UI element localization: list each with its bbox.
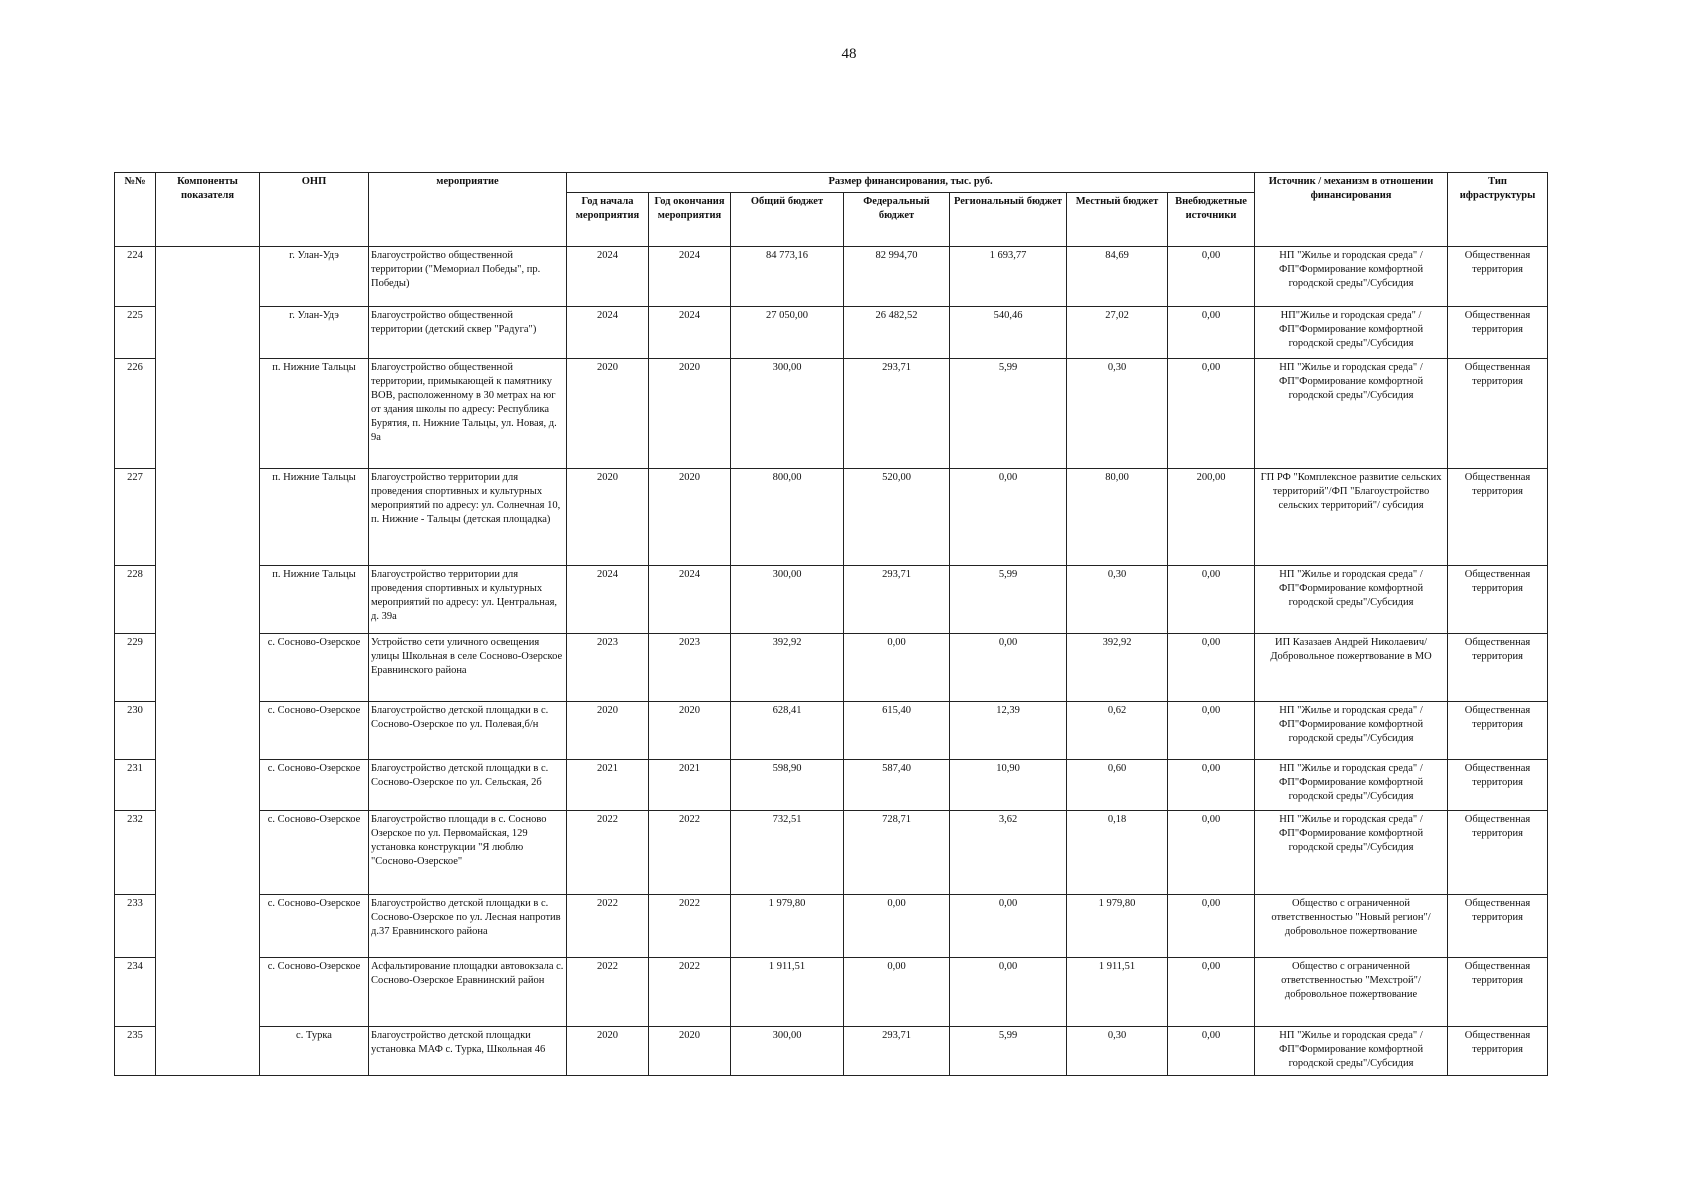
row-number: 224 [115,247,156,307]
row-extra-sources: 0,00 [1168,895,1255,958]
row-infrastructure-type: Общественная территория [1448,958,1548,1027]
table-row [115,307,1548,359]
row-onp: с. Турка [260,1027,369,1076]
row-regional-budget: 0,00 [950,634,1067,702]
table-row [115,895,1548,958]
row-number: 233 [115,895,156,958]
table-row [115,469,1548,566]
row-event: Благоустройство территории для проведения спортивных и культурных мероприятий по адресу: ул. Центральная, д. 39а [369,566,567,634]
row-regional-budget: 1 693,77 [950,247,1067,307]
row-regional-budget: 0,00 [950,469,1067,566]
row-onp: с. Сосново-Озерское [260,811,369,895]
row-local-budget: 0,30 [1067,1027,1168,1076]
row-extra-sources: 0,00 [1168,634,1255,702]
table-row [115,634,1548,702]
row-year-start: 2020 [567,469,649,566]
row-year-start: 2022 [567,895,649,958]
row-year-end: 2024 [649,247,731,307]
table-row [115,760,1548,811]
row-components [156,1027,260,1076]
row-extra-sources: 0,00 [1168,1027,1255,1076]
table-row [115,566,1548,634]
row-event: Благоустройство общественной территории ("Мемориал Победы", пр. Победы) [369,247,567,307]
table-row [115,811,1548,895]
row-year-start: 2022 [567,958,649,1027]
row-number: 229 [115,634,156,702]
row-year-end: 2021 [649,760,731,811]
row-regional-budget: 0,00 [950,958,1067,1027]
table-row [115,247,1548,307]
row-federal-budget: 0,00 [844,634,950,702]
header-source: Источник / механизм в отношении финансирования [1255,173,1448,247]
row-year-start: 2020 [567,359,649,469]
header-onp: ОНП [260,173,369,247]
row-regional-budget: 12,39 [950,702,1067,760]
row-components [156,760,260,811]
row-year-start: 2024 [567,247,649,307]
row-infrastructure-type: Общественная территория [1448,634,1548,702]
row-number: 228 [115,566,156,634]
row-event: Устройство сети уличного освещения улицы Школьная в селе Сосново-Озерское Еравнинского района [369,634,567,702]
row-event: Благоустройство территории для проведения спортивных и культурных мероприятий по адресу: ул. Солнечная 10, п. Нижние - Тальцы (детская площадка) [369,469,567,566]
row-extra-sources: 0,00 [1168,566,1255,634]
row-event: Благоустройство общественной территории (детский сквер "Радуга") [369,307,567,359]
row-local-budget: 80,00 [1067,469,1168,566]
row-total-budget: 732,51 [731,811,844,895]
row-regional-budget: 540,46 [950,307,1067,359]
header-event: мероприятие [369,173,567,247]
row-infrastructure-type: Общественная территория [1448,811,1548,895]
row-total-budget: 628,41 [731,702,844,760]
row-components [156,359,260,469]
row-local-budget: 27,02 [1067,307,1168,359]
row-year-start: 2020 [567,702,649,760]
row-total-budget: 300,00 [731,566,844,634]
row-infrastructure-type: Общественная территория [1448,247,1548,307]
row-local-budget: 0,18 [1067,811,1168,895]
header-year-end: Год окончания мероприятия [649,193,731,247]
row-extra-sources: 0,00 [1168,811,1255,895]
row-components [156,702,260,760]
row-local-budget: 0,60 [1067,760,1168,811]
row-number: 227 [115,469,156,566]
row-onp: п. Нижние Тальцы [260,359,369,469]
row-infrastructure-type: Общественная территория [1448,566,1548,634]
row-total-budget: 1 979,80 [731,895,844,958]
row-event: Асфальтирование площадки автовокзала с. Сосново-Озерское Еравнинский район [369,958,567,1027]
row-number: 234 [115,958,156,1027]
row-local-budget: 0,30 [1067,359,1168,469]
table-row [115,958,1548,1027]
row-total-budget: 392,92 [731,634,844,702]
row-event: Благоустройство площади в с. Сосново Озерское по ул. Первомайская, 129 установка конструкции "Я люблю "Сосново-Озерское" [369,811,567,895]
row-regional-budget: 3,62 [950,811,1067,895]
row-components [156,634,260,702]
header-federal: Федеральный бюджет [844,193,950,247]
table-header [115,173,1548,247]
row-year-end: 2022 [649,895,731,958]
row-components [156,958,260,1027]
row-event: Благоустройство детской площадки в с. Сосново-Озерское по ул. Сельская, 2б [369,760,567,811]
row-extra-sources: 0,00 [1168,307,1255,359]
row-onp: с. Сосново-Озерское [260,895,369,958]
header-funding-group: Размер финансирования, тыс. руб. [567,173,1255,193]
row-onp: п. Нижние Тальцы [260,566,369,634]
row-local-budget: 392,92 [1067,634,1168,702]
row-funding-source: Общество с ограниченной ответственностью "Новый регион"/добровольное пожертвование [1255,895,1448,958]
row-components [156,307,260,359]
row-infrastructure-type: Общественная территория [1448,702,1548,760]
header-extra: Внебюджетные источники [1168,193,1255,247]
row-regional-budget: 10,90 [950,760,1067,811]
row-infrastructure-type: Общественная территория [1448,760,1548,811]
row-federal-budget: 0,00 [844,895,950,958]
row-infrastructure-type: Общественная территория [1448,469,1548,566]
table-row [115,1027,1548,1076]
table-row [115,359,1548,469]
row-local-budget: 1 911,51 [1067,958,1168,1027]
row-components [156,895,260,958]
row-total-budget: 598,90 [731,760,844,811]
row-funding-source: ИП Казазаев Андрей Николаевич/Добровольное пожертвование в МО [1255,634,1448,702]
row-extra-sources: 0,00 [1168,702,1255,760]
header-total: Общий бюджет [731,193,844,247]
row-funding-source: НП "Жилье и городская среда" /ФП"Формирование комфортной городской среды"/Субсидия [1255,811,1448,895]
row-year-end: 2023 [649,634,731,702]
row-components [156,811,260,895]
row-number: 231 [115,760,156,811]
header-year-start: Год начала мероприятия [567,193,649,247]
row-regional-budget: 5,99 [950,1027,1067,1076]
header-num: №№ [115,173,156,247]
row-federal-budget: 293,71 [844,359,950,469]
row-year-end: 2024 [649,566,731,634]
row-year-end: 2020 [649,1027,731,1076]
row-regional-budget: 5,99 [950,566,1067,634]
row-federal-budget: 587,40 [844,760,950,811]
row-onp: г. Улан-Удэ [260,307,369,359]
row-funding-source: НП "Жилье и городская среда" /ФП"Формирование комфортной городской среды"/Субсидия [1255,566,1448,634]
row-total-budget: 84 773,16 [731,247,844,307]
row-onp: п. Нижние Тальцы [260,469,369,566]
row-year-start: 2022 [567,811,649,895]
header-components: Компоненты показателя [156,173,260,247]
row-funding-source: Общество с ограниченной ответственностью "Мехстрой"/добровольное пожертвование [1255,958,1448,1027]
row-year-end: 2020 [649,702,731,760]
row-extra-sources: 200,00 [1168,469,1255,566]
financing-table [114,172,1548,1076]
row-funding-source: ГП РФ "Комплексное развитие сельских территорий"/ФП "Благоустройство сельских территорий"/ субсидия [1255,469,1448,566]
row-total-budget: 300,00 [731,1027,844,1076]
row-year-start: 2024 [567,307,649,359]
row-year-end: 2020 [649,469,731,566]
row-components [156,247,260,307]
row-funding-source: НП "Жилье и городская среда" /ФП"Формирование комфортной городской среды"/Субсидия [1255,1027,1448,1076]
row-components [156,469,260,566]
row-federal-budget: 293,71 [844,1027,950,1076]
row-funding-source: НП "Жилье и городская среда" /ФП"Формирование комфортной городской среды"/Субсидия [1255,760,1448,811]
row-federal-budget: 293,71 [844,566,950,634]
row-event: Благоустройство детской площадки в с. Сосново-Озерское по ул. Полевая,б/н [369,702,567,760]
row-number: 225 [115,307,156,359]
row-local-budget: 0,62 [1067,702,1168,760]
row-infrastructure-type: Общественная территория [1448,895,1548,958]
row-federal-budget: 0,00 [844,958,950,1027]
row-components [156,566,260,634]
row-funding-source: НП "Жилье и городская среда" /ФП"Формирование комфортной городской среды"/Субсидия [1255,359,1448,469]
header-local: Местный бюджет [1067,193,1168,247]
row-event: Благоустройство детской площадки установка МАФ с. Турка, Школьная 46 [369,1027,567,1076]
row-federal-budget: 520,00 [844,469,950,566]
row-extra-sources: 0,00 [1168,247,1255,307]
row-year-end: 2022 [649,958,731,1027]
row-local-budget: 0,30 [1067,566,1168,634]
row-regional-budget: 0,00 [950,895,1067,958]
row-infrastructure-type: Общественная территория [1448,359,1548,469]
row-total-budget: 27 050,00 [731,307,844,359]
row-number: 232 [115,811,156,895]
row-extra-sources: 0,00 [1168,958,1255,1027]
row-infrastructure-type: Общественная территория [1448,307,1548,359]
row-total-budget: 800,00 [731,469,844,566]
row-onp: г. Улан-Удэ [260,247,369,307]
row-onp: с. Сосново-Озерское [260,958,369,1027]
row-number: 230 [115,702,156,760]
row-local-budget: 84,69 [1067,247,1168,307]
row-year-start: 2021 [567,760,649,811]
row-onp: с. Сосново-Озерское [260,702,369,760]
row-total-budget: 1 911,51 [731,958,844,1027]
row-funding-source: НП "Жилье и городская среда" /ФП"Формирование комфортной городской среды"/Субсидия [1255,247,1448,307]
row-onp: с. Сосново-Озерское [260,760,369,811]
row-federal-budget: 728,71 [844,811,950,895]
row-federal-budget: 26 482,52 [844,307,950,359]
table-row [115,702,1548,760]
row-event: Благоустройство общественной территории, примыкающей к памятнику ВОВ, расположенному в 30 метрах на юг от здания школы по адресу: Республика Бурятия, п. Нижние Тальцы, ул. Новая, д. 9а [369,359,567,469]
row-year-start: 2020 [567,1027,649,1076]
row-number: 226 [115,359,156,469]
table-body [115,247,1548,1076]
row-event: Благоустройство детской площадки в с. Сосново-Озерское по ул. Лесная напротив д.37 Еравнинского района [369,895,567,958]
row-year-start: 2024 [567,566,649,634]
header-infra: Тип ифраструктуры [1448,173,1548,247]
row-year-start: 2023 [567,634,649,702]
row-onp: с. Сосново-Озерское [260,634,369,702]
row-infrastructure-type: Общественная территория [1448,1027,1548,1076]
row-federal-budget: 82 994,70 [844,247,950,307]
row-local-budget: 1 979,80 [1067,895,1168,958]
header-regional: Региональный бюджет [950,193,1067,247]
row-federal-budget: 615,40 [844,702,950,760]
row-funding-source: НП "Жилье и городская среда" /ФП"Формирование комфортной городской среды"/Субсидия [1255,702,1448,760]
row-year-end: 2024 [649,307,731,359]
row-extra-sources: 0,00 [1168,359,1255,469]
row-extra-sources: 0,00 [1168,760,1255,811]
row-total-budget: 300,00 [731,359,844,469]
row-funding-source: НП"Жилье и городская среда" /ФП"Формирование комфортной городской среды"/Субсидия [1255,307,1448,359]
row-year-end: 2020 [649,359,731,469]
row-regional-budget: 5,99 [950,359,1067,469]
row-number: 235 [115,1027,156,1076]
row-year-end: 2022 [649,811,731,895]
page-number: 48 [841,46,857,62]
